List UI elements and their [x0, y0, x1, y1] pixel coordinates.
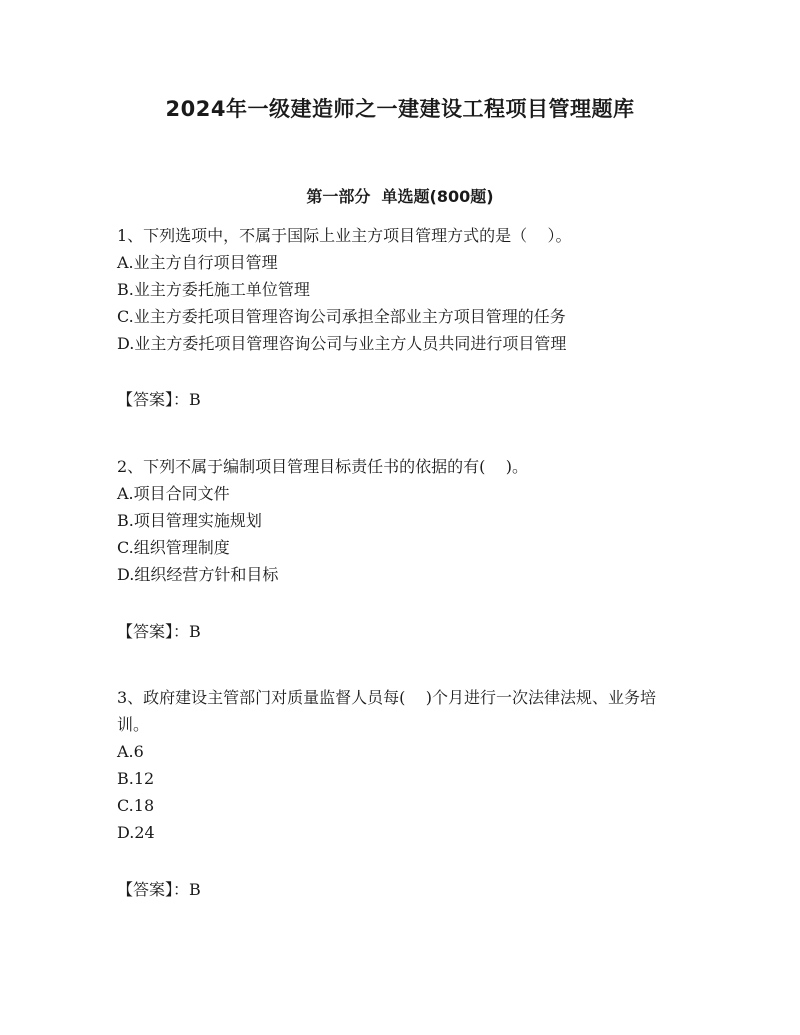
answer-2	[117, 618, 201, 645]
option-d: D.业主方委托项目管理咨询公司与业主方人员共同进行项目管理	[117, 334, 567, 353]
option-b: B.业主方委托施工单位管理	[117, 280, 310, 299]
answer-label: 【答案】：	[117, 880, 190, 899]
answer-label: 【答案】：	[117, 390, 190, 409]
option-c: C.组织管理制度	[117, 538, 230, 557]
answer-label: 【答案】：	[117, 622, 190, 641]
option-d: D.24	[117, 823, 155, 842]
document-title: 2024年一级建造师之一建建设工程项目管理题库	[165, 97, 635, 121]
option-a: A.业主方自行项目管理	[117, 253, 278, 272]
answer-value: B	[189, 622, 201, 641]
option-a: A.项目合同文件	[117, 484, 230, 503]
option-a: A.6	[117, 742, 144, 761]
question-stem: 3、政府建设主管部门对质量监督人员每( )个月进行一次法律法规、业务培训。	[117, 688, 657, 734]
option-b: B.项目管理实施规划	[117, 511, 262, 530]
answer-3	[117, 876, 201, 903]
section-title: 第一部分 单选题(800题)	[306, 187, 494, 206]
question-2	[117, 453, 687, 588]
answer-1	[117, 386, 201, 413]
question-3	[117, 684, 687, 846]
question-stem: 2、下列不属于编制项目管理目标责任书的依据的有( )。	[117, 457, 529, 476]
question-stem: 1、下列选项中，不属于国际上业主方项目管理方式的是（ ）。	[117, 226, 572, 245]
option-d: D.组织经营方针和目标	[117, 565, 279, 584]
question-1	[117, 222, 687, 357]
answer-value: B	[189, 390, 201, 409]
answer-value: B	[189, 880, 201, 899]
option-c: C.18	[117, 796, 155, 815]
option-b: B.12	[117, 769, 155, 788]
option-c: C.业主方委托项目管理咨询公司承担全部业主方项目管理的任务	[117, 307, 566, 326]
